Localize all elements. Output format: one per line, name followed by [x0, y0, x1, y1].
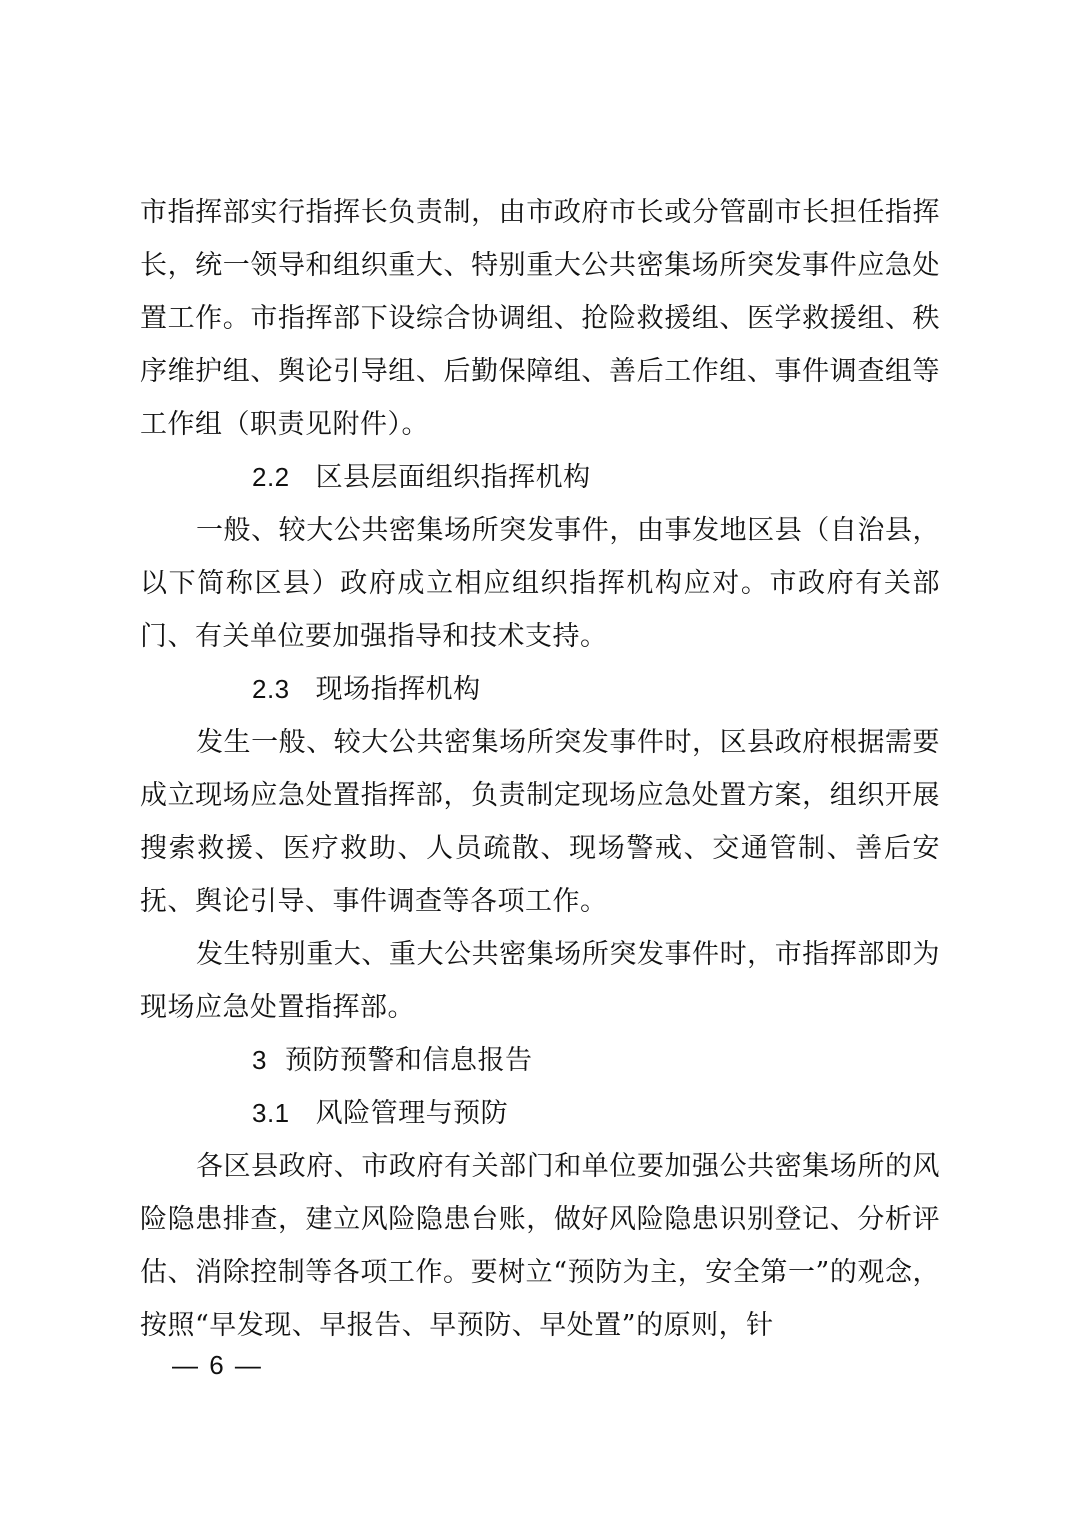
- section-number: 3: [252, 1045, 267, 1075]
- section-heading-3: [140, 1034, 940, 1087]
- section-title: 风险管理与预防: [315, 1098, 509, 1129]
- paragraph-onsite-command-major: 发生特别重大、重大公共密集场所突发事件时，市指挥部即为现场应急处置指挥部。: [140, 939, 940, 1023]
- paragraph-onsite-command-general: 发生一般、较大公共密集场所突发事件时，区县政府根据需要成立现场应急处置指挥部，负责制定现场应急处置方案，组织开展搜索救援、医疗救助、人员疏散、现场警戒、交通管制、善后安抚、舆论引导、事件调查等各项工作。: [140, 727, 940, 917]
- paragraph-risk-management: 各区县政府、市政府有关部门和单位要加强公共密集场所的风险隐患排查，建立风险隐患台账，做好风险隐患识别登记、分析评估、消除控制等各项工作。要树立“预防为主，安全第一”的观念，按照“早发现、早报告、早预防、早处置”的原则，针: [140, 1151, 940, 1341]
- section-title: 现场指挥机构: [315, 674, 481, 705]
- section-title: 预防预警和信息报告: [284, 1045, 533, 1076]
- section-heading-2-2: [140, 451, 940, 504]
- section-heading-2-3: [140, 663, 940, 716]
- section-heading-3-1: [140, 1087, 940, 1140]
- page-number: — 6 —: [172, 1350, 263, 1380]
- paragraph-district-command: 一般、较大公共密集场所突发事件，由事发地区县（自治县，以下简称区县）政府成立相应组织指挥机构应对。市政府有关部门、有关单位要加强指导和技术支持。: [140, 515, 940, 652]
- document-body: [140, 186, 940, 1352]
- section-title: 区县层面组织指挥机构: [315, 462, 591, 493]
- section-number: 2.3: [252, 674, 290, 704]
- section-number: 3.1: [252, 1098, 290, 1128]
- paragraph-command-structure: 市指挥部实行指挥长负责制，由市政府市长或分管副市长担任指挥长，统一领导和组织重大、特别重大公共密集场所突发事件应急处置工作。市指挥部下设综合协调组、抢险救援组、医学救援组、秩序维护组、舆论引导组、后勤保障组、善后工作组、事件调查组等工作组（职责见附件）。: [140, 197, 940, 440]
- section-number: 2.2: [252, 462, 290, 492]
